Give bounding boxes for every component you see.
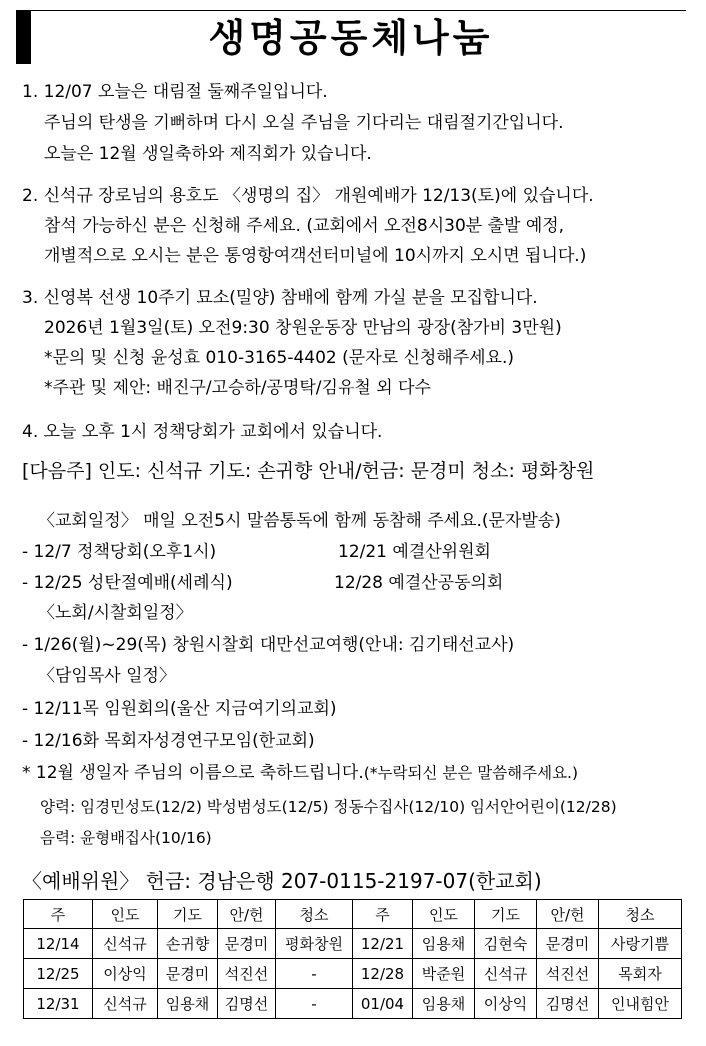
table-cell: 12/25 — [24, 959, 93, 989]
announcement-3-line-4: *주관 및 제안: 배진구/고승하/공명탁/김유철 외 다수 — [44, 378, 431, 398]
announcement-2-line-2: 참석 가능하신 분은 신청해 주세요. (교회에서 오전8시30분 출발 예정, — [44, 216, 565, 236]
duty-table — [23, 899, 682, 1019]
announcement-4-line-1: 4. 오늘 오후 1시 정책당회가 교회에서 있습니다. — [22, 422, 383, 442]
presbytery-schedule-item: - 1/26(월)~29(목) 창원시찰회 대만선교여행(안내: 김기태선교사) — [22, 635, 515, 655]
birthday-note-aside: (*누락되신 분은 말씀해주세요.) — [363, 764, 579, 782]
announcement-3-line-2: 2026년 1월3일(토) 오전9:30 창원운동장 만남의 광장(참가비 3만원) — [44, 318, 562, 338]
column-header: 인도 — [93, 900, 158, 929]
duty-heading: 〈예배위원〉 헌금: 경남은행 207-0115-2197-07(한교회) — [22, 869, 542, 893]
table-cell: 박준원 — [413, 959, 475, 989]
church-schedule-item-right: 12/21 예결산위원회 — [338, 542, 491, 562]
table-cell: 김명선 — [218, 989, 276, 1019]
table-cell: 사랑기쁨 — [599, 929, 682, 959]
column-header: 주 — [353, 900, 413, 929]
table-cell: 12/21 — [353, 929, 413, 959]
church-schedule-heading: 〈교회일정〉 매일 오전5시 말씀통독에 함께 동참해 주세요.(문자발송) — [38, 511, 561, 531]
table-cell: - — [276, 959, 353, 989]
church-schedule-item-right: 12/28 예결산공동의회 — [334, 573, 504, 593]
table-cell: 인내힘안 — [599, 989, 682, 1019]
table-cell: 평화창원 — [276, 929, 353, 959]
table-cell: - — [276, 989, 353, 1019]
announcement-3-line-3: *문의 및 신청 윤성효 010-3165-4402 (문자로 신청해주세요.) — [44, 348, 515, 368]
column-header: 기도 — [158, 900, 218, 929]
table-cell: 문경미 — [537, 929, 599, 959]
announcement-1-line-2: 주님의 탄생을 기뻐하며 다시 오실 주님을 기다리는 대림절기간입니다. — [44, 113, 564, 133]
column-header: 안/헌 — [537, 900, 599, 929]
column-header: 주 — [24, 900, 93, 929]
announcement-1-line-1: 1. 12/07 오늘은 대림절 둘째주일입니다. — [22, 82, 328, 102]
table-cell: 김명선 — [537, 989, 599, 1019]
column-header: 인도 — [413, 900, 475, 929]
table-cell: 신석규 — [93, 989, 158, 1019]
table-cell: 임용채 — [413, 989, 475, 1019]
announcement-2-line-3: 개별적으로 오시는 분은 통영항여객선터미널에 10시까지 오시면 됩니다.) — [44, 246, 587, 266]
column-header: 청소 — [599, 900, 682, 929]
table-cell: 석진선 — [537, 959, 599, 989]
pastor-schedule-item: - 12/11목 임원회의(울산 지금여기의교회) — [22, 699, 337, 719]
presbytery-schedule-heading: 〈노회/시찰회일정〉 — [38, 603, 193, 623]
solar-birthdays: 양력: 임경민성도(12/2) 박성범성도(12/5) 정동수집사(12/10) 임서안어린이(12/28) — [40, 798, 617, 816]
table-cell: 임용채 — [413, 929, 475, 959]
table-cell: 목회자 — [599, 959, 682, 989]
table-cell: 이상익 — [475, 989, 537, 1019]
announcement-3-line-1: 3. 신영복 선생 10주기 묘소(밀양) 참배에 함께 가실 분을 모집합니다. — [22, 288, 538, 308]
table-row — [24, 929, 682, 959]
church-schedule-item-left: - 12/25 성탄절예배(세례식) — [22, 573, 233, 593]
table-row — [24, 959, 682, 989]
birthday-note-text: * 12월 생일자 주님의 이름으로 축하드립니다. — [22, 763, 364, 783]
table-cell: 김현숙 — [475, 929, 537, 959]
table-cell: 손귀향 — [158, 929, 218, 959]
pastor-schedule-item: - 12/16화 목회자성경연구모임(한교회) — [22, 731, 315, 751]
table-cell: 12/14 — [24, 929, 93, 959]
table-cell: 문경미 — [218, 929, 276, 959]
duty-header-row — [24, 900, 682, 929]
table-cell: 신석규 — [475, 959, 537, 989]
table-cell: 임용채 — [158, 989, 218, 1019]
table-cell: 01/04 — [353, 989, 413, 1019]
column-header: 청소 — [276, 900, 353, 929]
announcement-2-line-1: 2. 신석규 장로님의 용호도 〈생명의 집〉 개원예배가 12/13(토)에 있습니다. — [22, 186, 594, 206]
table-cell: 석진선 — [218, 959, 276, 989]
page-title: 생명공동체나눔 — [208, 16, 494, 60]
announcement-1-line-3: 오늘은 12월 생일축하와 제직회가 있습니다. — [44, 144, 372, 164]
column-header: 기도 — [475, 900, 537, 929]
table-row — [24, 989, 682, 1019]
title-bar — [16, 10, 686, 65]
birthday-note — [22, 761, 578, 785]
column-header: 안/헌 — [218, 900, 276, 929]
pastor-schedule-heading: 〈담임목사 일정〉 — [38, 666, 176, 686]
table-cell: 문경미 — [158, 959, 218, 989]
table-cell: 이상익 — [93, 959, 158, 989]
church-schedule-item-left: - 12/7 정책당회(오후1시) — [22, 542, 217, 562]
lunar-birthdays: 음력: 윤형배집사(10/16) — [40, 829, 212, 847]
table-cell: 신석규 — [93, 929, 158, 959]
table-cell: 12/31 — [24, 989, 93, 1019]
table-cell: 12/28 — [353, 959, 413, 989]
next-week-roles: [다음주] 인도: 신석규 기도: 손귀향 안내/헌금: 문경미 청소: 평화창원 — [22, 460, 595, 482]
